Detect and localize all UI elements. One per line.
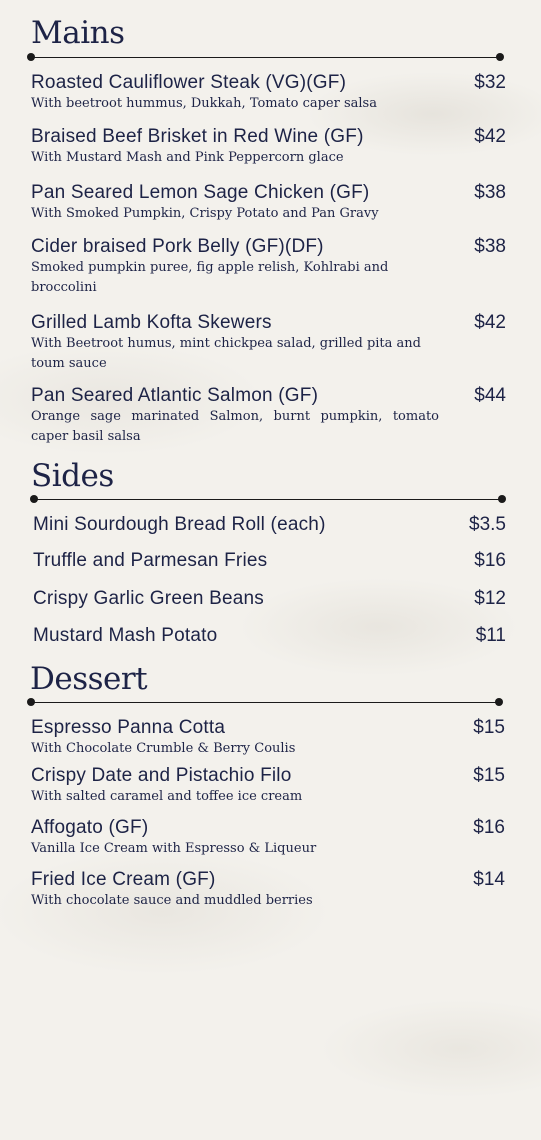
dessert-heading: Dessert bbox=[30, 661, 148, 697]
item-description: Orange sage marinated Salmon, burnt pumpkin, tomato caper basil salsa bbox=[31, 409, 439, 444]
item-description: With beetroot hummus, Dukkah, Tomato caper salsa bbox=[31, 96, 377, 111]
menu-item-fried-ice-cream bbox=[31, 869, 505, 911]
item-price: $3.5 bbox=[469, 514, 506, 535]
divider-dot-right bbox=[496, 53, 504, 61]
menu-item-lamb-kofta bbox=[31, 312, 506, 374]
divider-dot-left bbox=[27, 53, 35, 61]
item-name: Crispy Date and Pistachio Filo bbox=[31, 765, 292, 786]
item-name: Roasted Cauliflower Steak (VG)(GF) bbox=[31, 72, 347, 93]
menu-item-brisket bbox=[31, 126, 506, 168]
item-description: With chocolate sauce and muddled berries bbox=[31, 893, 313, 908]
menu-item-green-beans bbox=[33, 588, 506, 610]
divider-dot-right bbox=[498, 495, 506, 503]
item-description: With Mustard Mash and Pink Peppercorn glace bbox=[31, 150, 344, 165]
sides-heading: Sides bbox=[31, 458, 114, 494]
item-price: $15 bbox=[473, 717, 505, 738]
item-description: With Smoked Pumpkin, Crispy Potato and Pan Gravy bbox=[31, 206, 379, 221]
item-description: With Chocolate Crumble & Berry Coulis bbox=[31, 741, 296, 756]
item-name: Truffle and Parmesan Fries bbox=[33, 550, 268, 571]
item-price: $42 bbox=[474, 126, 506, 147]
menu-item-filo bbox=[31, 765, 505, 807]
item-price: $16 bbox=[473, 817, 505, 838]
item-name: Pan Seared Lemon Sage Chicken (GF) bbox=[31, 182, 370, 203]
menu-item-panna-cotta bbox=[31, 717, 505, 759]
item-price: $32 bbox=[474, 72, 506, 93]
menu-item-sourdough bbox=[33, 514, 506, 536]
divider-dot-left bbox=[30, 495, 38, 503]
mains-heading: Mains bbox=[31, 15, 125, 51]
divider-dot-left bbox=[27, 698, 35, 706]
item-name: Grilled Lamb Kofta Skewers bbox=[31, 312, 272, 333]
item-price: $15 bbox=[473, 765, 505, 786]
item-price: $38 bbox=[474, 182, 506, 203]
item-name: Pan Seared Atlantic Salmon (GF) bbox=[31, 385, 319, 406]
dessert-divider bbox=[31, 702, 499, 703]
item-description: Smoked pumpkin puree, fig apple relish, Kohlrabi and broccolini bbox=[31, 260, 389, 295]
item-price: $16 bbox=[474, 550, 506, 571]
item-description: With salted caramel and toffee ice cream bbox=[31, 789, 303, 804]
item-price: $44 bbox=[474, 385, 506, 406]
item-description: With Beetroot humus, mint chickpea salad, grilled pita and toum sauce bbox=[31, 336, 421, 371]
item-name: Mustard Mash Potato bbox=[33, 625, 218, 646]
item-name: Affogato (GF) bbox=[31, 817, 149, 838]
menu-item-pork-belly bbox=[31, 236, 506, 298]
menu-item-affogato bbox=[31, 817, 505, 859]
menu-item-chicken bbox=[31, 182, 506, 224]
item-name: Crispy Garlic Green Beans bbox=[33, 588, 264, 609]
item-name: Cider braised Pork Belly (GF)(DF) bbox=[31, 236, 324, 257]
item-price: $12 bbox=[474, 588, 506, 609]
menu-item-mash bbox=[33, 625, 506, 647]
item-name: Braised Beef Brisket in Red Wine (GF) bbox=[31, 126, 364, 147]
item-price: $42 bbox=[474, 312, 506, 333]
item-price: $14 bbox=[473, 869, 505, 890]
menu-item-cauliflower bbox=[31, 72, 506, 114]
item-description: Vanilla Ice Cream with Espresso & Liqueur bbox=[31, 841, 317, 856]
item-name: Espresso Panna Cotta bbox=[31, 717, 226, 738]
divider-dot-right bbox=[495, 698, 503, 706]
item-price: $11 bbox=[475, 625, 506, 646]
item-name: Mini Sourdough Bread Roll (each) bbox=[33, 514, 326, 535]
sides-divider bbox=[34, 499, 502, 500]
menu-item-salmon bbox=[31, 385, 506, 447]
mains-divider bbox=[31, 57, 500, 58]
menu-item-fries bbox=[33, 550, 506, 572]
item-price: $38 bbox=[474, 236, 506, 257]
item-name: Fried Ice Cream (GF) bbox=[31, 869, 216, 890]
